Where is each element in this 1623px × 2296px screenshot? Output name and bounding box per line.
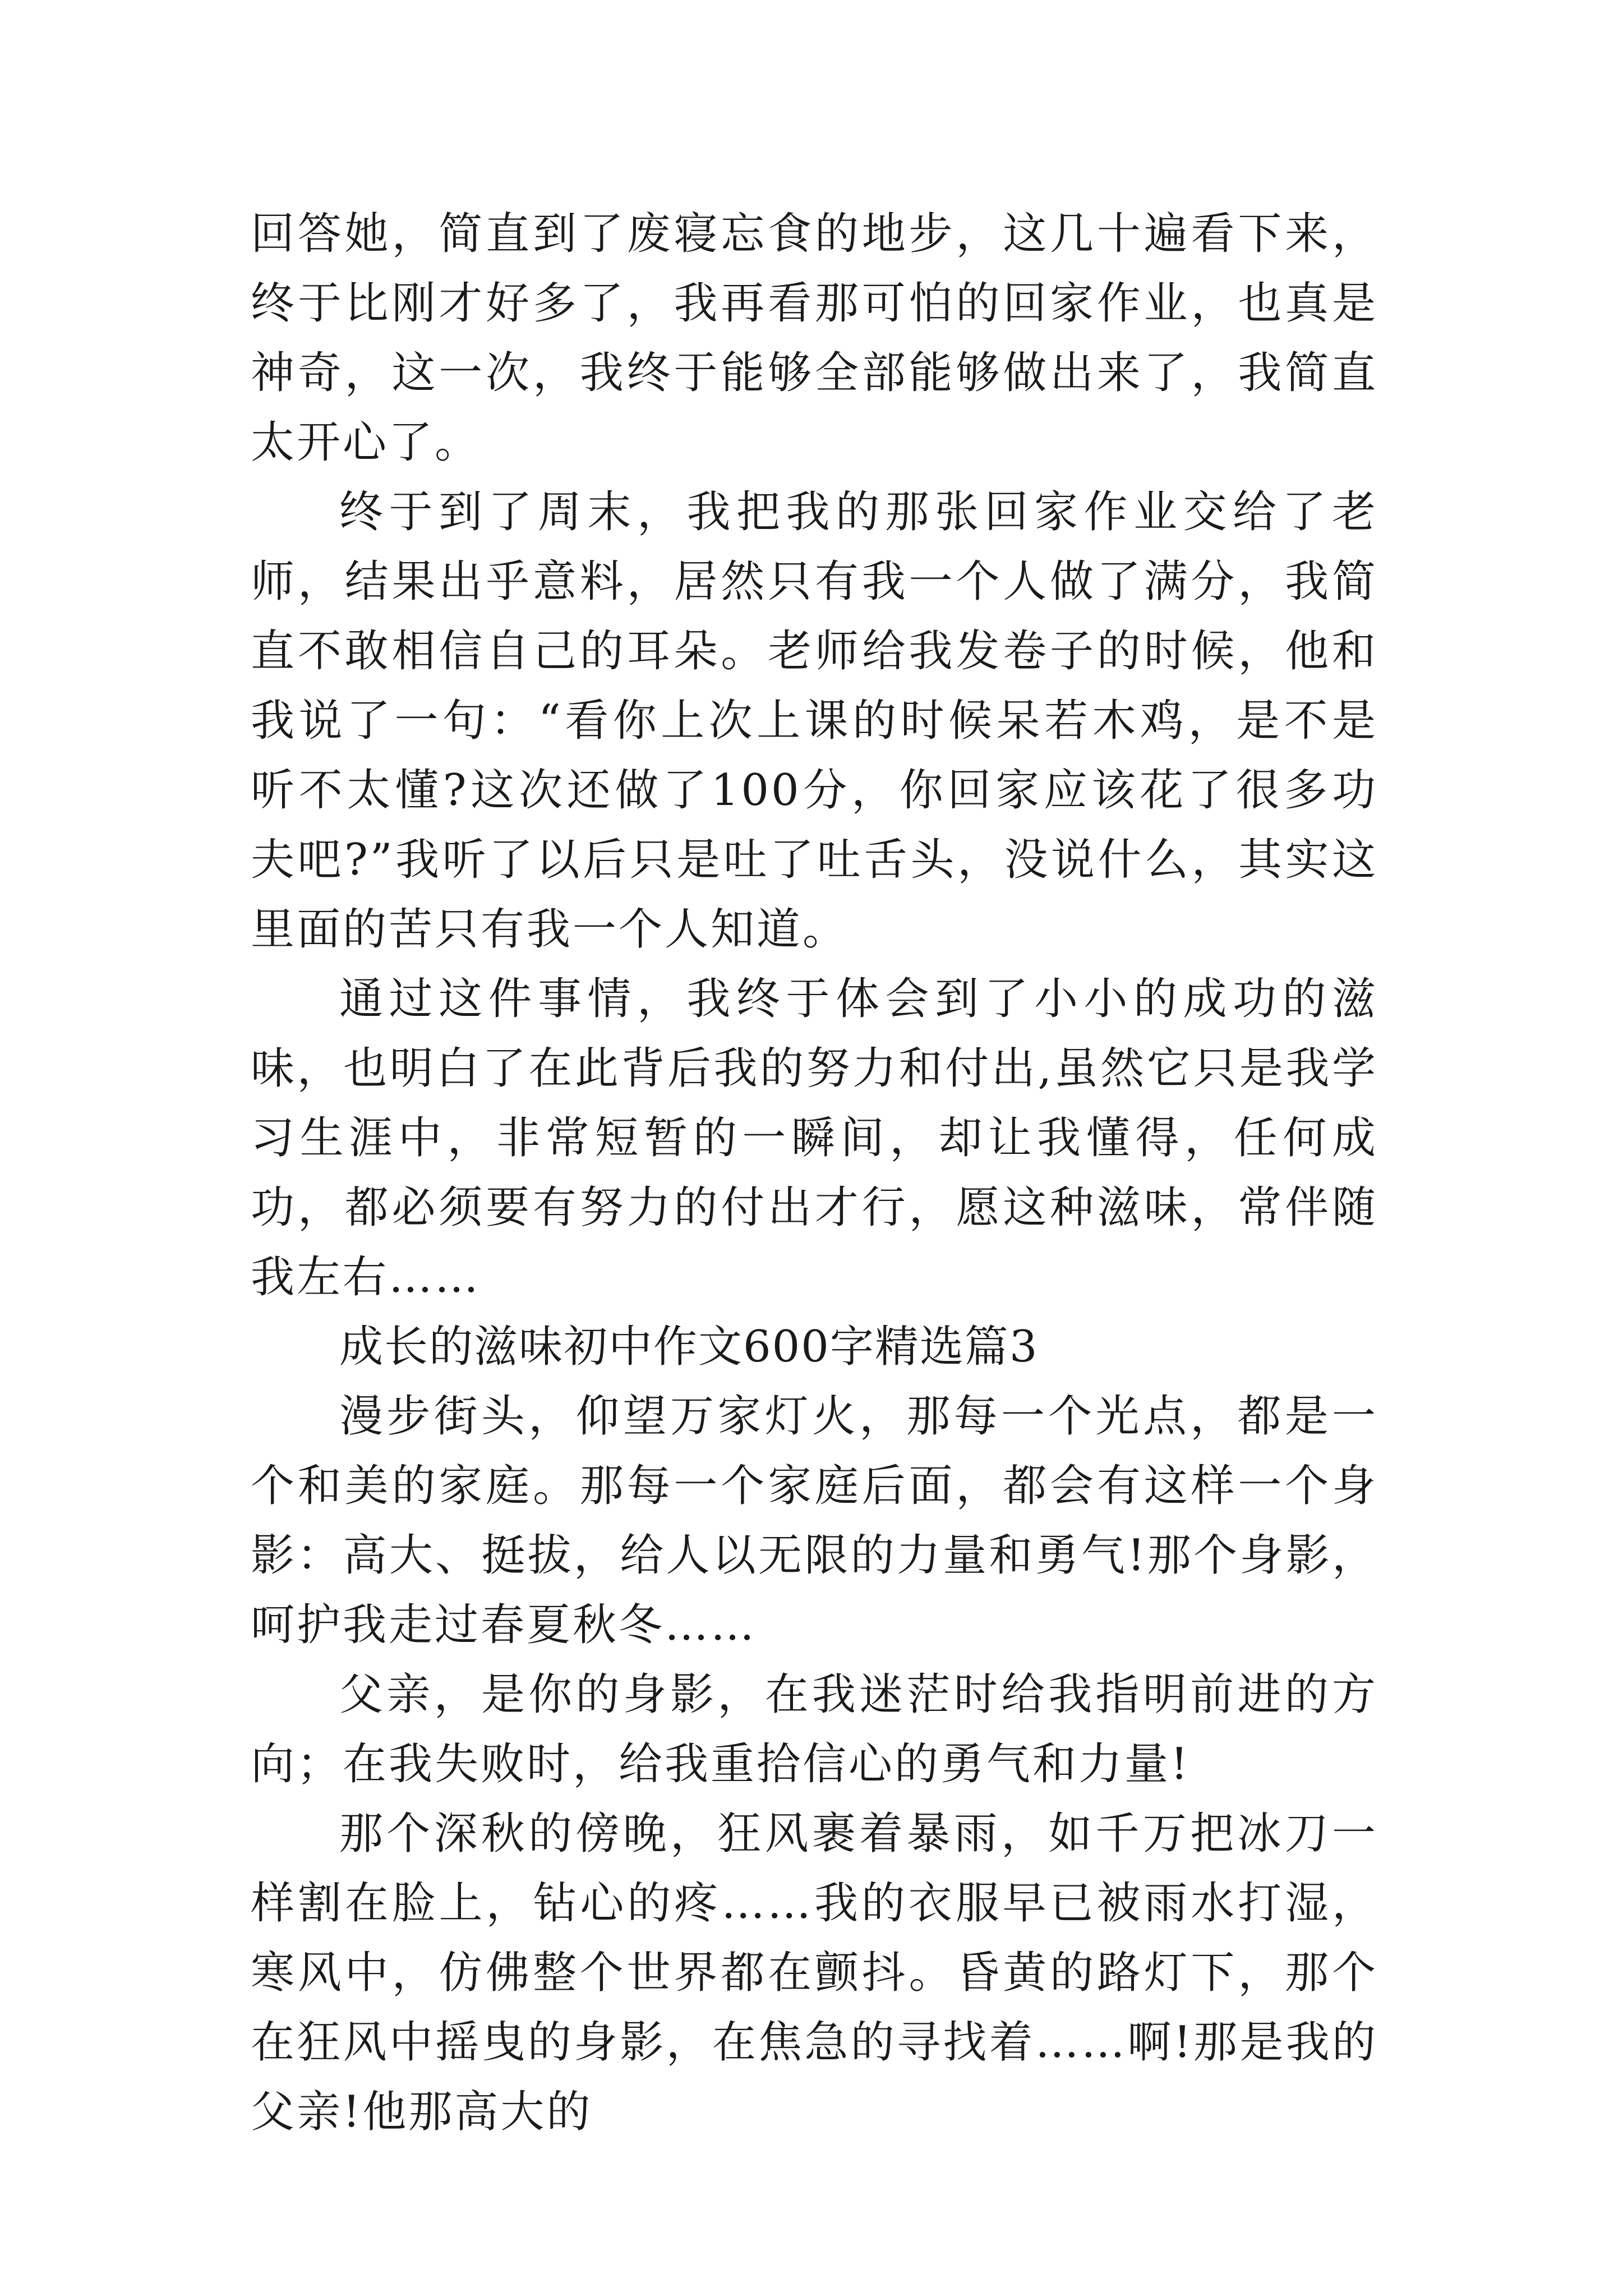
paragraph-4: 漫步街头，仰望万家灯火，那每一个光点，都是一个和美的家庭。那每一个家庭后面，都会有这样一个身影：高大、挺拔，给人以无限的力量和勇气!那个身影，呵护我走过春夏秋冬…… — [251, 1391, 1378, 1650]
paragraph-1: 回答她，简直到了废寝忘食的地步，这几十遍看下来，终于比刚才好多了，我再看那可怕的回家作业，也真是神奇，这一次，我终于能够全部能够做出来了，我简直太开心了。 — [251, 209, 1378, 468]
section-title: 成长的滋味初中作文600字精选篇3 — [339, 1322, 1039, 1372]
paragraph-5: 父亲，是你的身影，在我迷茫时给我指明前进的方向；在我失败时，给我重拾信心的勇气和力量! — [251, 1669, 1378, 1789]
document-body — [251, 199, 1378, 2147]
paragraph-3: 通过这件事情，我终于体会到了小小的成功的滋味，也明白了在此背后我的努力和付出,虽然它只是我学习生涯中，非常短暂的一瞬间，却让我懂得，任何成功，都必须要有努力的付出才行，愿这种滋味，常伴随我左右…… — [251, 974, 1378, 1303]
paragraph-6: 那个深秋的傍晚，狂风裹着暴雨，如千万把冰刀一样割在脸上，钻心的疼……我的衣服早已被雨水打湿，寒风中，仿佛整个世界都在颤抖。昏黄的路灯下，那个在狂风中摇曳的身影，在焦急的寻找着……啊!那是我的父亲!他那高大的 — [251, 1809, 1378, 2137]
paragraph-2: 终于到了周末，我把我的那张回家作业交给了老师，结果出乎意料，居然只有我一个人做了满分，我简直不敢相信自己的耳朵。老师给我发卷子的时候，他和我说了一句：“看你上次上课的时候呆若木鸡，是不是听不太懂?这次还做了100分，你回家应该花了很多功夫吧?”我听了以后只是吐了吐舌头，没说什么，其实这里面的苦只有我一个人知道。 — [251, 487, 1378, 955]
